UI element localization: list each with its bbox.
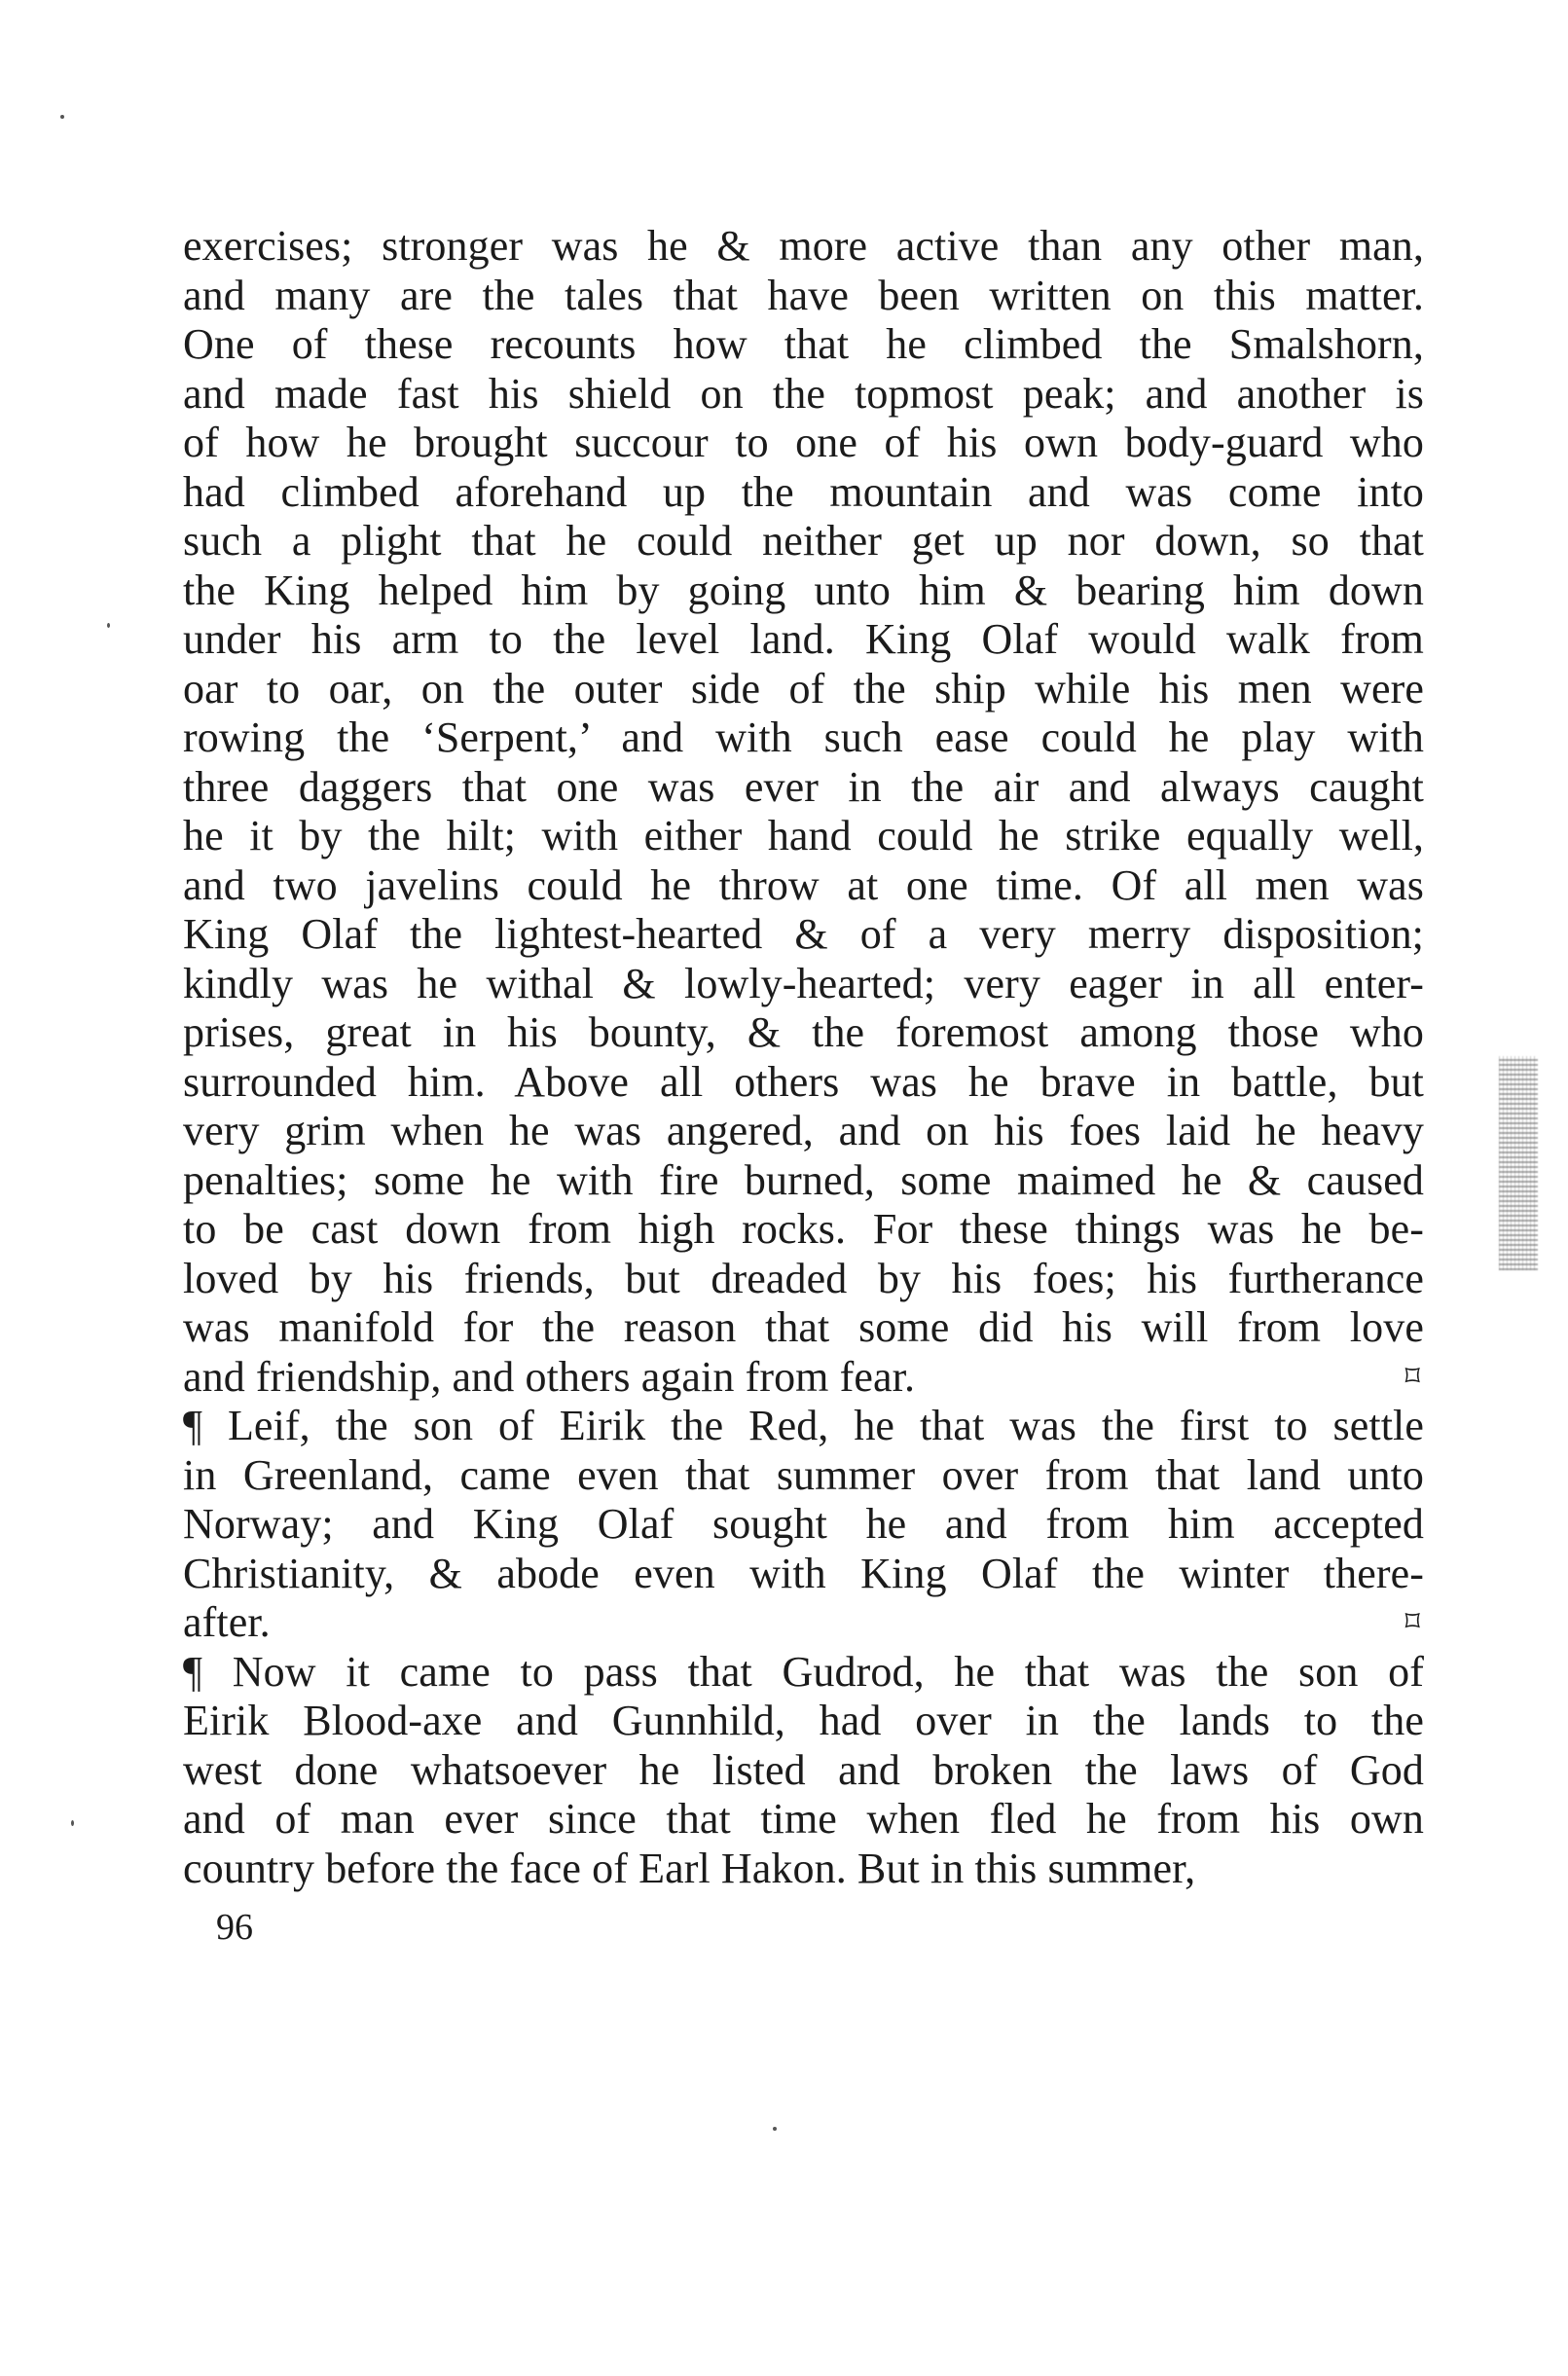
text-line: such a plight that he could neither get up nor down, so that <box>183 517 1424 565</box>
text-line: very grim when he was angered, and on his foes laid he heavy <box>183 1107 1424 1154</box>
text-line: of how he brought succour to one of his own body-guard who <box>183 419 1424 466</box>
text-line: he it by the hilt; with either hand could he strike equally well, <box>183 812 1424 859</box>
text-line: rowing the ‘Serpent,’ and with such ease could he play with <box>183 713 1424 761</box>
paper-speck <box>107 623 110 628</box>
paragraph-end-ornament: ⌑ <box>1404 1606 1420 1638</box>
text-line: ¶ Leif, the son of Eirik the Red, he that was the first to settle <box>183 1402 1424 1449</box>
text-line: ¶ Now it came to pass that Gudrod, he that was the son of <box>183 1647 1424 1696</box>
paper-speck <box>773 2127 777 2131</box>
text-line <box>183 1353 1424 1403</box>
text-line: King Olaf the lightest-hearted & of a very merry disposition; <box>183 910 1424 958</box>
text-line: to be cast down from high rocks. For these things was he be- <box>183 1205 1424 1253</box>
text-line: country before the face of Earl Hakon. But in this summer, <box>183 1844 1196 1892</box>
text-line: and two javelins could he throw at one time. Of all men was <box>183 860 1424 909</box>
text-line: loved by his friends, but dreaded by his foes; his furtherance <box>183 1254 1424 1302</box>
text-line: was manifold for the reason that some did his will from love <box>183 1303 1424 1351</box>
paragraph-end-ornament: ⌑ <box>1404 1360 1420 1393</box>
text-line: three daggers that one was ever in the air and always caught <box>183 762 1424 811</box>
margin-bleed-through <box>1499 1056 1538 1270</box>
text-line: kindly was he withal & lowly-hearted; very eager in all enter- <box>183 959 1424 1007</box>
text-line: surrounded him. Above all others was he brave in battle, but <box>183 1057 1424 1106</box>
text-line-content: and friendship, and others again from fear. <box>183 1352 916 1401</box>
text-line: Norway; and King Olaf sought he and from him accepted <box>183 1500 1424 1548</box>
text-line: the King helped him by going unto him & bearing him down <box>183 566 1424 614</box>
text-line: and made fast his shield on the topmost peak; and another is <box>183 369 1424 418</box>
text-line <box>183 1598 1424 1648</box>
paper-speck <box>60 115 64 119</box>
text-line: under his arm to the level land. King Olaf would walk from <box>183 615 1424 663</box>
paper-speck <box>71 1820 74 1826</box>
text-line: exercises; stronger was he & more active than any other man, <box>183 222 1424 270</box>
text-line-content: after. <box>183 1598 271 1646</box>
text-line: had climbed aforehand up the mountain and was come into <box>183 467 1424 516</box>
text-line: Eirik Blood-axe and Gunnhild, had over in the lands to the <box>183 1697 1424 1744</box>
text-line: in Greenland, came even that summer over from that land unto <box>183 1450 1424 1499</box>
text-line: penalties; some he with fire burned, some maimed he & caused <box>183 1155 1424 1204</box>
text-line: and many are the tales that have been written on this matter. <box>183 271 1424 319</box>
page-number: 96 <box>216 1907 253 1948</box>
text-line: Christianity, & abode even with King Olaf the winter there- <box>183 1549 1424 1597</box>
text-line: and of man ever since that time when fled he from his own <box>183 1795 1424 1843</box>
text-line: oar to oar, on the outer side of the ship while his men were <box>183 664 1424 713</box>
text-line: west done whatsoever he listed and broken the laws of God <box>183 1745 1424 1794</box>
text-line: One of these recounts how that he climbed the Smalshorn, <box>183 320 1424 368</box>
text-line: prises, great in his bounty, & the foremost among those who <box>183 1008 1424 1056</box>
body-text <box>183 222 1424 1893</box>
